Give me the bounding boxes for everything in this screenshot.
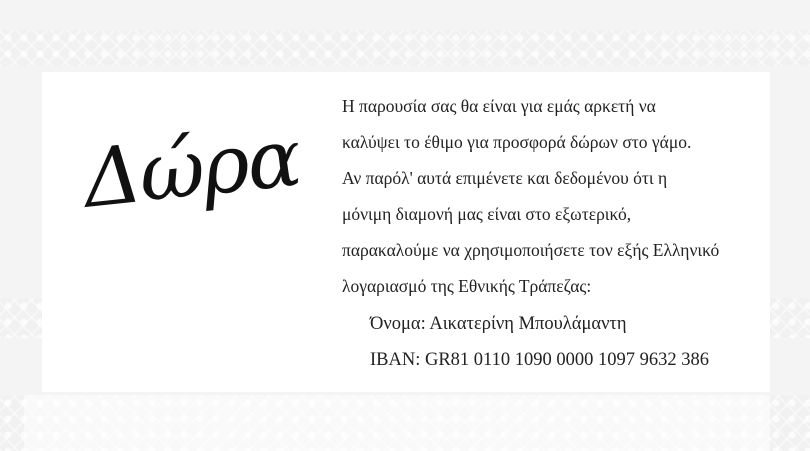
gifts-title: Δώρα — [79, 110, 304, 226]
paragraph-line: Αν παρόλ' αυτά επιμένετε και δεδομένου ότι η — [342, 168, 668, 188]
paragraph-line: Η παρουσία σας θα είναι για εμάς αρκετή να — [342, 96, 656, 116]
account-holder-name: Όνομα: Αικατερίνη Μπουλάμαντη — [370, 314, 627, 334]
gifts-text — [342, 92, 762, 382]
lower-card-strip — [24, 395, 770, 451]
decorative-pattern-top — [0, 30, 810, 66]
paragraph-line: παρακαλούμε να χρησιμοποιήσετε τον εξής Ελληνικό — [342, 240, 720, 260]
paragraph-line: καλύψει το έθιμο για προσφορά δώρων στο γάμο. — [342, 132, 692, 152]
paragraph-line: λογαριασμό της Εθνικής Τράπεζας: — [342, 276, 592, 296]
paragraph-line: μόνιμη διαμονή μας είναι στο εξωτερικό, — [342, 204, 632, 224]
account-iban: IBAN: GR81 0110 1090 0000 1097 9632 386 — [370, 350, 709, 370]
bank-account-info — [342, 310, 762, 382]
